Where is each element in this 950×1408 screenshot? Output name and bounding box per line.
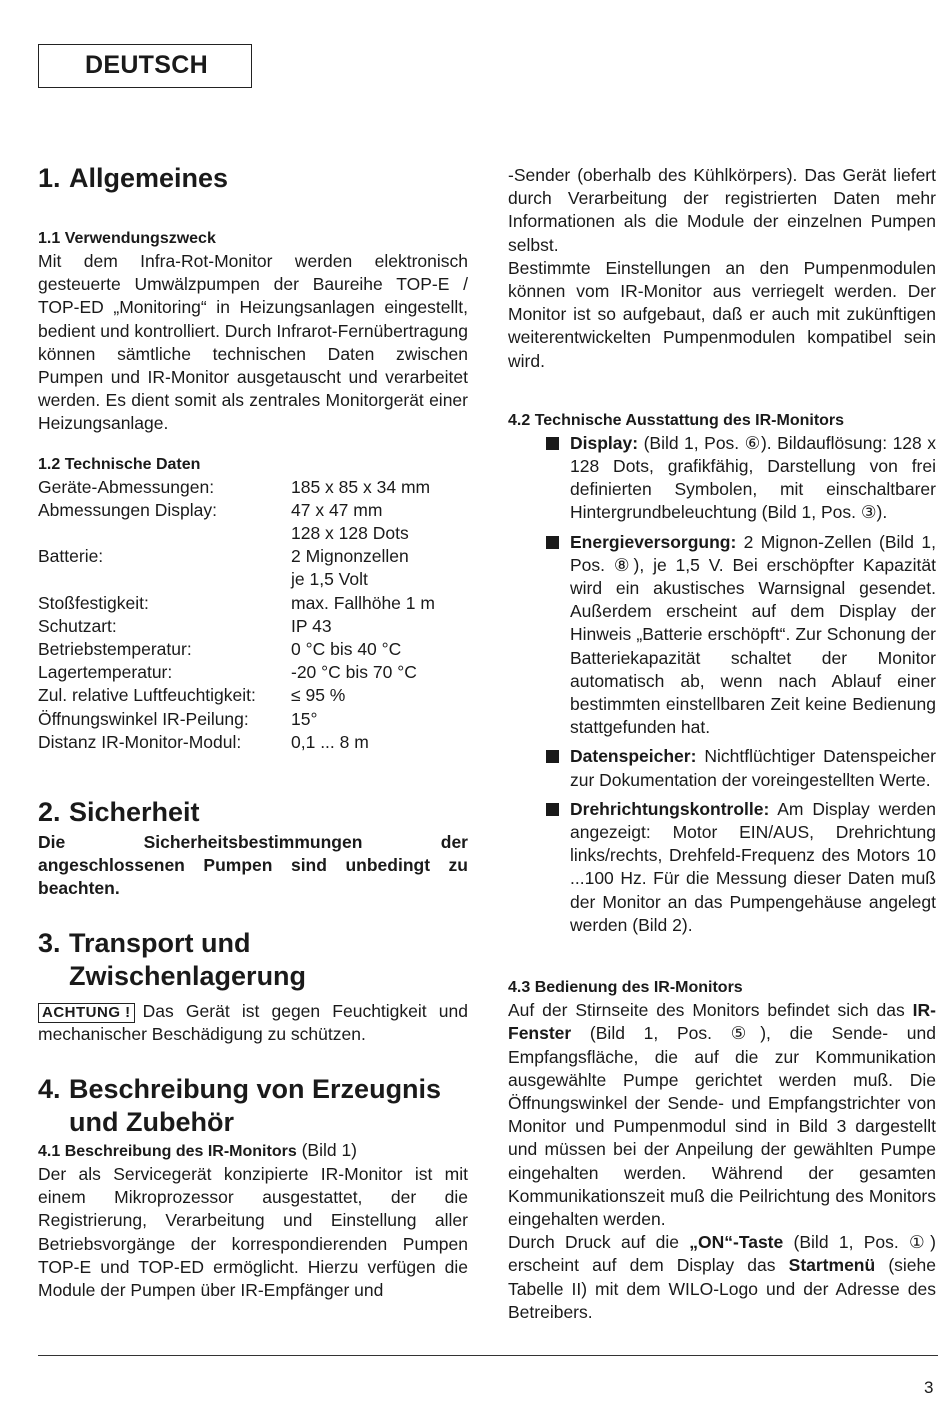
bullet-square-icon [546, 750, 559, 763]
spec-key: Stoßfestigkeit: [38, 592, 149, 613]
section-4-1-text-2: Bestimmte Einstellungen an den Pumpenmodulen können vom IR-Monitor aus verriegelt werden. Der Monitor ist so aufgebaut, daß er auch mit zukünftigen weiterentwickelten Pumpenmodulen kompatibel sein wird. [508, 257, 936, 371]
spec-key: Geräte-Abmessungen: [38, 476, 215, 497]
section-4-1-text-continued: -Sender (oberhalb des Kühlkörpers). Das Gerät liefert durch Verarbeitung der registrierten Daten mehr Informationen als die Module der einzelnen Pumpen selbst. [508, 165, 936, 255]
spec-row [38, 476, 435, 499]
equipment-item-description: (Bild 1, Pos. ⑥). Bildauflösung: 128 x 128 Dots, grafikfähig, Darstellung von frei definierten Symbolen, mit einschaltbarer Hintergrundbeleuchtung (Bild 1, Pos. ③). [570, 432, 936, 523]
spec-value: 0,1 ... 8 m [291, 731, 369, 752]
spec-key: Distanz IR-Monitor-Modul: [38, 731, 242, 752]
section-2-heading: 2. Sicherheit [38, 797, 200, 828]
section-4-3-text: Auf der Stirnseite des Monitors befindet sich das IR-Fenster (Bild 1, Pos. ⑤), die Sende- und Empfangsfläche, die auf die zur Kommunikation ausgewählte Pumpe gerichtet werden muß. Die Öffnungswinkel der Sende- und Empfangstrichter von Monitor und Pumpenmodul sind in Bild 3 dargestellt und müssen bei der Anpeilung der gewählten Pumpe eingehalten werden. Während der gesamten Kommunikationszeit muß die Peilrichtung des Monitors eingehalten werden. [508, 1000, 936, 1229]
section-4-1-heading: 4.1 Beschreibung des IR-Monitors (Bild 1) [38, 1140, 358, 1161]
spec-row [38, 638, 435, 661]
equipment-item-label: Energieversorgung: [570, 531, 737, 552]
spec-key: Schutzart: [38, 615, 117, 636]
spec-key: Batterie: [38, 546, 104, 567]
section-3-text: ACHTUNG ! Das Gerät ist gegen Feuchtigkeit und mechanischer Beschädigung zu schützen. [38, 1000, 468, 1044]
spec-value: 47 x 47 mm [291, 499, 383, 520]
equipment-list [508, 432, 936, 937]
spec-value: 2 Mignonzellen [291, 546, 409, 567]
spec-key: Lagertemperatur: [38, 662, 173, 683]
equipment-item-text [570, 432, 936, 525]
section-1-heading: 1. Allgemeines [38, 163, 229, 193]
equipment-item-text [570, 745, 936, 791]
spec-value: IP 43 [291, 615, 332, 636]
spec-row [38, 615, 435, 638]
page-number: 3 [924, 1378, 934, 1397]
equipment-item-description: 2 Mignon-Zellen (Bild 1, Pos. ⑧), je 1,5 V. Bei erschöpfter Kapazität wird ein akustisches Warnsignal gesendet. Außerdem erscheint auf dem Display der Hinweis „Batterie erschöpft“. Zur Schonung der Batteriekapazität schaltet der Monitor automatisch ab, wenn nach Ablauf einer bestimmten einstellbaren Zeit keine Bedienung stattgefunden hat. [570, 531, 936, 738]
section-4-3-text-2: Durch Druck auf die „ON“-Taste (Bild 1, Pos. ①) erscheint auf dem Display das Startmenü (siehe Tabelle II) mit dem WILO-Logo und der Adresse des Betreibers. [508, 1232, 936, 1322]
section-3-heading: 3. Transport und Zwischenlagerung [38, 927, 307, 991]
spec-key [38, 568, 291, 591]
section-4-3-heading: 4.3 Bedienung des IR-Monitors [508, 979, 743, 997]
equipment-item-label: Drehrichtungskontrolle: [570, 798, 770, 819]
spec-value: ≤ 95 % [291, 685, 346, 706]
spec-value: je 1,5 Volt [291, 569, 368, 590]
spec-row [38, 592, 435, 615]
equipment-item-label: Display: [570, 432, 639, 453]
section-4-2-heading: 4.2 Technische Ausstattung des IR-Monitors [508, 411, 845, 429]
section-1-2-heading: 1.2 Technische Daten [38, 455, 201, 473]
spec-row [38, 731, 435, 754]
technical-data-table [38, 476, 435, 754]
bullet-square-icon [546, 803, 559, 816]
equipment-list-item [508, 798, 936, 937]
spec-row [38, 499, 435, 522]
left-column [38, 164, 468, 1302]
equipment-list-item [508, 745, 936, 791]
spec-key: Abmessungen Display: [38, 499, 217, 520]
spec-value: max. Fallhöhe 1 m [291, 592, 435, 613]
spec-row [38, 522, 435, 545]
spec-value: 128 x 128 Dots [291, 523, 409, 544]
bullet-square-icon [546, 437, 559, 450]
spec-key [38, 522, 291, 545]
equipment-item-description: Nichtflüchtiger Datenspeicher zur Dokumentation der voreingestellten Werte. [570, 746, 936, 790]
equipment-item-label: Datenspeicher: [570, 746, 697, 767]
bullet-square-icon [546, 536, 559, 549]
spec-row [38, 568, 435, 591]
language-label-box [38, 44, 252, 88]
section-1-1-text: Mit dem Infra-Rot-Monitor werden elektronisch gesteuerte Umwälzpumpen der Baureihe TOP-E / TOP-ED „Monitoring“ in Heizungsanlagen eingestellt, bedient und kontrolliert. Durch Infrarot-Fernübertragung können sämtliche technischen Daten zwischen Pumpen und IR-Monitor ausgetauscht und verarbeitet werden. Es dient somit als zentrales Monitorgerät einer Heizungsanlage. [38, 251, 468, 434]
section-2-text: Die Sicherheitsbestimmungen der angeschlossenen Pumpen sind unbedingt zu beachten. [38, 832, 468, 899]
right-column [508, 164, 936, 1324]
section-1-1-heading: 1.1 Verwendungszweck [38, 230, 216, 247]
language-label: DEUTSCH [85, 51, 208, 79]
spec-value: 0 °C bis 40 °C [291, 639, 402, 660]
equipment-item-text [570, 531, 936, 740]
spec-key: Öffnungswinkel IR-Peilung: [38, 708, 249, 729]
equipment-list-item [508, 531, 936, 740]
warning-badge: ACHTUNG ! [38, 1003, 135, 1023]
spec-value: -20 °C bis 70 °C [291, 662, 417, 683]
spec-value: 185 x 85 x 34 mm [291, 476, 431, 497]
spec-row [38, 684, 435, 707]
section-4-heading: 4. Beschreibung von Erzeugnis und Zubehör [38, 1074, 442, 1138]
spec-row [38, 661, 435, 684]
spec-key: Zul. relative Luftfeuchtigkeit: [38, 685, 256, 706]
section-4-1-text: Der als Servicegerät konzipierte IR-Monitor ist mit einem Mikroprozessor ausgestattet, der die Registrierung, Verarbeitung und Einstellung aller Betriebsvorgänge der korrespondierenden Pumpen TOP-E und TOP-ED ermöglicht. Hierzu verfügen die Module der Pumpen über IR-Empfänger und [38, 1164, 468, 1301]
equipment-list-item [508, 432, 936, 525]
footer-divider [38, 1355, 938, 1356]
spec-row [38, 708, 435, 731]
spec-value: 15° [291, 708, 318, 729]
equipment-item-description: Am Display werden angezeigt: Motor EIN/AUS, Drehrichtung links/rechts, Drehfeld-Frequenz des Motors 10 ...100 Hz. Für die Messung dieser Daten muß der Monitor an das Pumpengehäuse angelegt werden (Bild 2). [570, 798, 936, 935]
spec-key: Betriebstemperatur: [38, 639, 192, 660]
equipment-item-text [570, 798, 936, 937]
spec-row [38, 545, 435, 568]
